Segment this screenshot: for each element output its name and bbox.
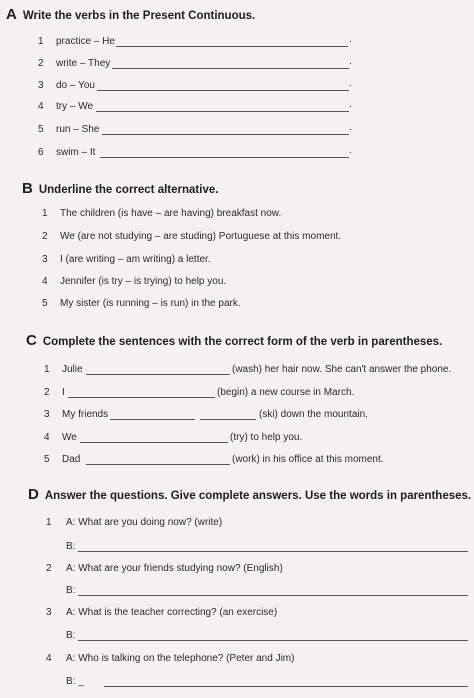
- c-item-1: [0, 364, 474, 380]
- item-suffix: (try) to help you.: [230, 432, 303, 443]
- item-number: 4: [42, 276, 48, 287]
- item-number: 3: [38, 80, 44, 91]
- answer-line[interactable]: [78, 551, 468, 552]
- item-prompt: practice – He: [56, 36, 115, 47]
- period-mark: .: [349, 78, 352, 89]
- answer-label: B:: [66, 630, 76, 641]
- section-a-title: Write the verbs in the Present Continuous.: [22, 10, 256, 22]
- item-prompt: try – We: [56, 101, 94, 112]
- item-prefix: Julie: [62, 364, 83, 375]
- section-c-letter: C: [26, 332, 37, 349]
- a-item-2: [0, 58, 474, 74]
- item-sentence[interactable]: I (are writing – am writing) a letter.: [60, 254, 211, 265]
- answer-line[interactable]: [200, 419, 256, 420]
- item-number: 3: [44, 409, 50, 420]
- item-number: 1: [46, 517, 52, 528]
- d-item-3-question: [0, 607, 474, 623]
- section-b-header: [22, 180, 218, 197]
- answer-line[interactable]: [97, 90, 349, 91]
- item-number: 2: [38, 58, 44, 69]
- question-text: A: What is the teacher correcting? (an exercise): [66, 607, 278, 618]
- a-item-1: [0, 36, 474, 52]
- d-item-3-answer: [0, 630, 474, 646]
- answer-line[interactable]: [110, 419, 195, 420]
- c-item-4: [0, 432, 474, 448]
- a-item-6: [0, 147, 474, 163]
- section-c-header: [26, 332, 442, 349]
- answer-label: B:: [66, 585, 76, 596]
- item-prompt: do – You: [56, 80, 95, 91]
- item-prompt: swim – It: [56, 147, 96, 158]
- item-number: 1: [44, 364, 50, 375]
- d-item-2-answer: [0, 585, 474, 601]
- answer-line[interactable]: [78, 640, 468, 641]
- item-sentence[interactable]: The children (is have – are having) breakfast now.: [60, 208, 282, 219]
- b-item-1: [0, 208, 474, 224]
- answer-line[interactable]: [86, 464, 230, 465]
- period-mark: .: [349, 34, 352, 45]
- answer-line[interactable]: [104, 686, 468, 687]
- question-text: A: What are you doing now? (write): [66, 517, 223, 528]
- answer-label: B: _: [66, 676, 84, 687]
- d-item-2-question: [0, 563, 474, 579]
- section-d-title: Answer the questions. Give complete answers. Use the words in parentheses.: [44, 490, 472, 502]
- d-item-4-question: [0, 653, 474, 669]
- section-a-letter: A: [6, 6, 17, 23]
- item-number: 2: [46, 563, 52, 574]
- item-prefix: We: [62, 432, 77, 443]
- item-number: 3: [46, 607, 52, 618]
- item-number: 1: [42, 208, 48, 219]
- item-prefix: I: [62, 387, 65, 398]
- period-mark: .: [349, 56, 352, 67]
- answer-line[interactable]: [68, 397, 215, 398]
- a-item-4: [0, 101, 474, 117]
- item-prefix: My friends: [62, 409, 109, 420]
- d-item-4-answer: [0, 676, 474, 692]
- answer-line[interactable]: [112, 68, 349, 69]
- item-number: 6: [38, 147, 44, 158]
- item-suffix: (ski) down the mountain.: [259, 409, 368, 420]
- section-d-header: [28, 486, 471, 503]
- item-prompt: run – She: [56, 124, 100, 135]
- c-item-5: [0, 454, 474, 470]
- b-item-3: [0, 254, 474, 270]
- answer-line[interactable]: [78, 595, 468, 596]
- item-number: 5: [38, 124, 44, 135]
- answer-line[interactable]: [86, 374, 230, 375]
- item-number: 2: [42, 231, 48, 242]
- item-number: 4: [46, 653, 52, 664]
- b-item-5: [0, 298, 474, 314]
- b-item-4: [0, 276, 474, 292]
- section-c-title: Complete the sentences with the correct form of the verb in parentheses.: [42, 336, 443, 348]
- item-number: 1: [38, 36, 44, 47]
- answer-line[interactable]: [100, 157, 349, 158]
- section-d-letter: D: [28, 486, 39, 503]
- answer-line[interactable]: [116, 46, 348, 47]
- period-mark: .: [349, 122, 352, 133]
- a-item-5: [0, 124, 474, 140]
- c-item-2: [0, 387, 474, 403]
- answer-label: B:: [66, 541, 76, 552]
- item-suffix: (work) in his office at this moment.: [232, 454, 384, 465]
- section-b-letter: B: [22, 180, 33, 197]
- answer-line[interactable]: [96, 111, 349, 112]
- item-number: 5: [44, 454, 50, 465]
- d-item-1-question: [0, 517, 474, 533]
- answer-line[interactable]: [80, 442, 228, 443]
- a-item-3: [0, 80, 474, 96]
- item-suffix: (begin) a new course in March.: [217, 387, 355, 398]
- item-number: 2: [44, 387, 50, 398]
- answer-line[interactable]: [102, 134, 349, 135]
- c-item-3: [0, 409, 474, 425]
- item-sentence[interactable]: My sister (is running – is run) in the park.: [60, 298, 241, 309]
- period-mark: .: [349, 99, 352, 110]
- question-text: A: Who is talking on the telephone? (Peter and Jim): [66, 653, 295, 664]
- item-number: 3: [42, 254, 48, 265]
- question-text: A: What are your friends studying now? (English): [66, 563, 283, 574]
- item-number: 4: [44, 432, 50, 443]
- item-prompt: write – They: [56, 58, 111, 69]
- period-mark: .: [349, 145, 352, 156]
- d-item-1-answer: [0, 541, 474, 557]
- item-suffix: (wash) her hair now. She can't answer the phone.: [232, 364, 452, 375]
- section-b-title: Underline the correct alternative.: [38, 184, 219, 196]
- item-number: 5: [42, 298, 48, 309]
- item-sentence[interactable]: We (are not studying – are studing) Portuguese at this moment.: [60, 231, 342, 242]
- section-a-header: [6, 6, 255, 23]
- b-item-2: [0, 231, 474, 247]
- item-number: 4: [38, 101, 44, 112]
- item-prefix: Dad: [62, 454, 81, 465]
- item-sentence[interactable]: Jennifer (is try – is trying) to help you.: [60, 276, 227, 287]
